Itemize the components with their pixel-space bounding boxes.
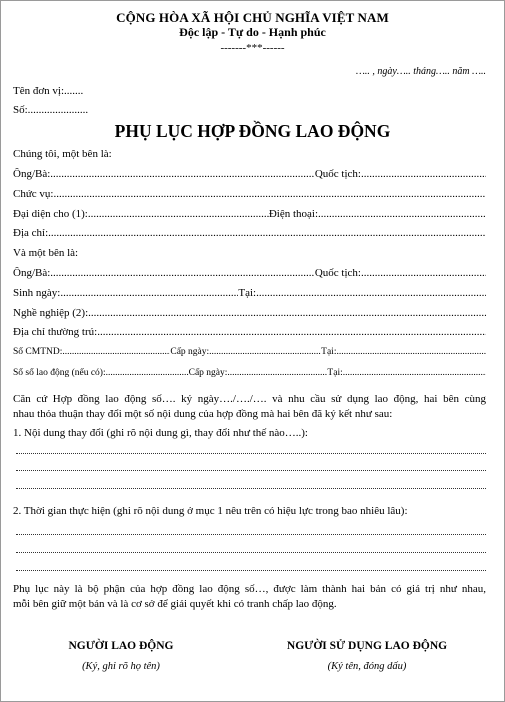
agreement-line-1: Căn cứ Hợp đồng lao động số…. ký ngày…./…./…. và nhu cầu sử dụng lao động, hai bên cùng: [13, 393, 486, 405]
party-b-residence-row[interactable]: [13, 326, 486, 338]
residence-fill[interactable]: [97, 326, 486, 338]
document-title: PHỤ LỤC HỢP ĐỒNG LAO ĐỘNG: [114, 121, 391, 141]
section-2-heading: 2. Thời gian thực hiện (ghi rõ nội dung ở mục 1 nêu trên có hiệu lực trong bao nhiêu lâu):: [13, 505, 408, 517]
name-label: Ông/Bà:: [13, 267, 51, 279]
phone-label: Điện thoại:: [268, 208, 318, 220]
party-b-labor-book-row[interactable]: [13, 368, 486, 378]
section-2-line[interactable]: [16, 552, 486, 553]
party-a-intro: Chúng tôi, một bên là:: [13, 148, 112, 160]
occupation-label: Nghề nghiệp (2):: [13, 307, 89, 319]
employer-signature-title: NGƯỜI SỬ DỤNG LAO ĐỘNG: [286, 640, 448, 652]
party-a-position-row[interactable]: [13, 188, 486, 200]
party-a-address-row[interactable]: [13, 227, 486, 239]
party-b-id-row[interactable]: [13, 347, 486, 357]
nationality-label: Quốc tịch:: [314, 267, 361, 279]
address-label: Địa chỉ:: [13, 227, 49, 239]
lb-issue-date-fill[interactable]: [227, 368, 327, 378]
employee-signature-title: NGƯỜI LAO ĐỘNG: [68, 640, 174, 652]
nationality-label: Quốc tịch:: [314, 168, 361, 180]
id-issue-date-fill[interactable]: [209, 347, 321, 357]
unit-name-field[interactable]: Tên đơn vị:.......: [13, 85, 84, 97]
id-label: Số CMTND:: [13, 347, 63, 357]
party-b-dob-row[interactable]: [13, 287, 486, 299]
occupation-fill[interactable]: [88, 307, 486, 319]
id-issue-date-label: Cấp ngày:: [170, 347, 210, 357]
party-a-represent-row[interactable]: [13, 208, 486, 220]
section-1-line[interactable]: [16, 488, 486, 489]
represent-fill[interactable]: [88, 208, 269, 220]
party-a-name-row[interactable]: [13, 168, 486, 180]
section-2-line[interactable]: [16, 570, 486, 571]
motto-heading: Độc lập - Tự do - Hạnh phúc: [179, 25, 326, 39]
labor-book-label: Sổ sổ lao động (nếu có):: [13, 368, 106, 378]
id-fill[interactable]: [62, 347, 170, 357]
position-label: Chức vụ:: [13, 188, 54, 200]
name-fill[interactable]: [50, 168, 315, 180]
name-label: Ông/Bà:: [13, 168, 51, 180]
lb-issue-date-label: Cấp ngày:: [188, 368, 228, 378]
employer-signature-note: (Ký tên, đóng dấu): [327, 661, 407, 672]
labor-book-fill[interactable]: [106, 368, 189, 378]
closing-line-1: Phụ lục này là bộ phận của hợp đồng lao động số…, được làm thành hai bản có giá trị như nhau,: [13, 583, 486, 595]
id-issue-place-label: Tại:: [321, 347, 337, 357]
id-issue-place-fill[interactable]: [336, 347, 486, 357]
date-line[interactable]: ….. , ngày….. tháng….. năm …..: [355, 66, 486, 77]
dob-fill[interactable]: [60, 287, 238, 299]
phone-fill[interactable]: [318, 208, 486, 220]
party-b-occupation-row[interactable]: [13, 307, 486, 319]
dob-label: Sinh ngày:: [13, 287, 61, 299]
section-1-line[interactable]: [16, 453, 486, 454]
lb-issue-place-fill[interactable]: [343, 368, 486, 378]
residence-label: Địa chỉ thường trú:: [13, 326, 98, 338]
document-number-field[interactable]: Số:......................: [13, 104, 89, 116]
address-fill[interactable]: [48, 227, 486, 239]
nationality-fill[interactable]: [361, 267, 486, 279]
section-1-line[interactable]: [16, 470, 486, 471]
lb-issue-place-label: Tại:: [327, 368, 343, 378]
nation-heading: CỘNG HÒA XÃ HỘI CHỦ NGHĨA VIỆT NAM: [116, 10, 389, 25]
agreement-paragraph: [13, 392, 486, 421]
position-fill[interactable]: [54, 188, 487, 200]
closing-paragraph: [13, 582, 486, 611]
header-separator: -------***------: [220, 42, 285, 54]
party-b-intro: Và một bên là:: [13, 247, 79, 259]
name-fill[interactable]: [50, 267, 315, 279]
birthplace-label: Tại:: [238, 287, 257, 299]
party-b-name-row[interactable]: [13, 267, 486, 279]
birthplace-fill[interactable]: [256, 287, 486, 299]
closing-line-2: mỗi bên giữ một bản và là cơ sở để giải quyết khi có tranh chấp lao động.: [13, 597, 337, 610]
section-1-heading: 1. Nội dung thay đổi (ghi rõ nội dung gì, thay đổi như thế nào…..):: [13, 427, 308, 439]
section-2-line[interactable]: [16, 534, 486, 535]
agreement-line-2: nhau thỏa thuận thay đổi một số nội dung của hợp đồng mà hai bên đã ký kết như sau:: [13, 407, 393, 420]
employee-signature-note: (Ký, ghi rõ họ tên): [82, 661, 160, 672]
represent-label: Đại diện cho (1):: [13, 208, 88, 220]
nationality-fill[interactable]: [361, 168, 486, 180]
